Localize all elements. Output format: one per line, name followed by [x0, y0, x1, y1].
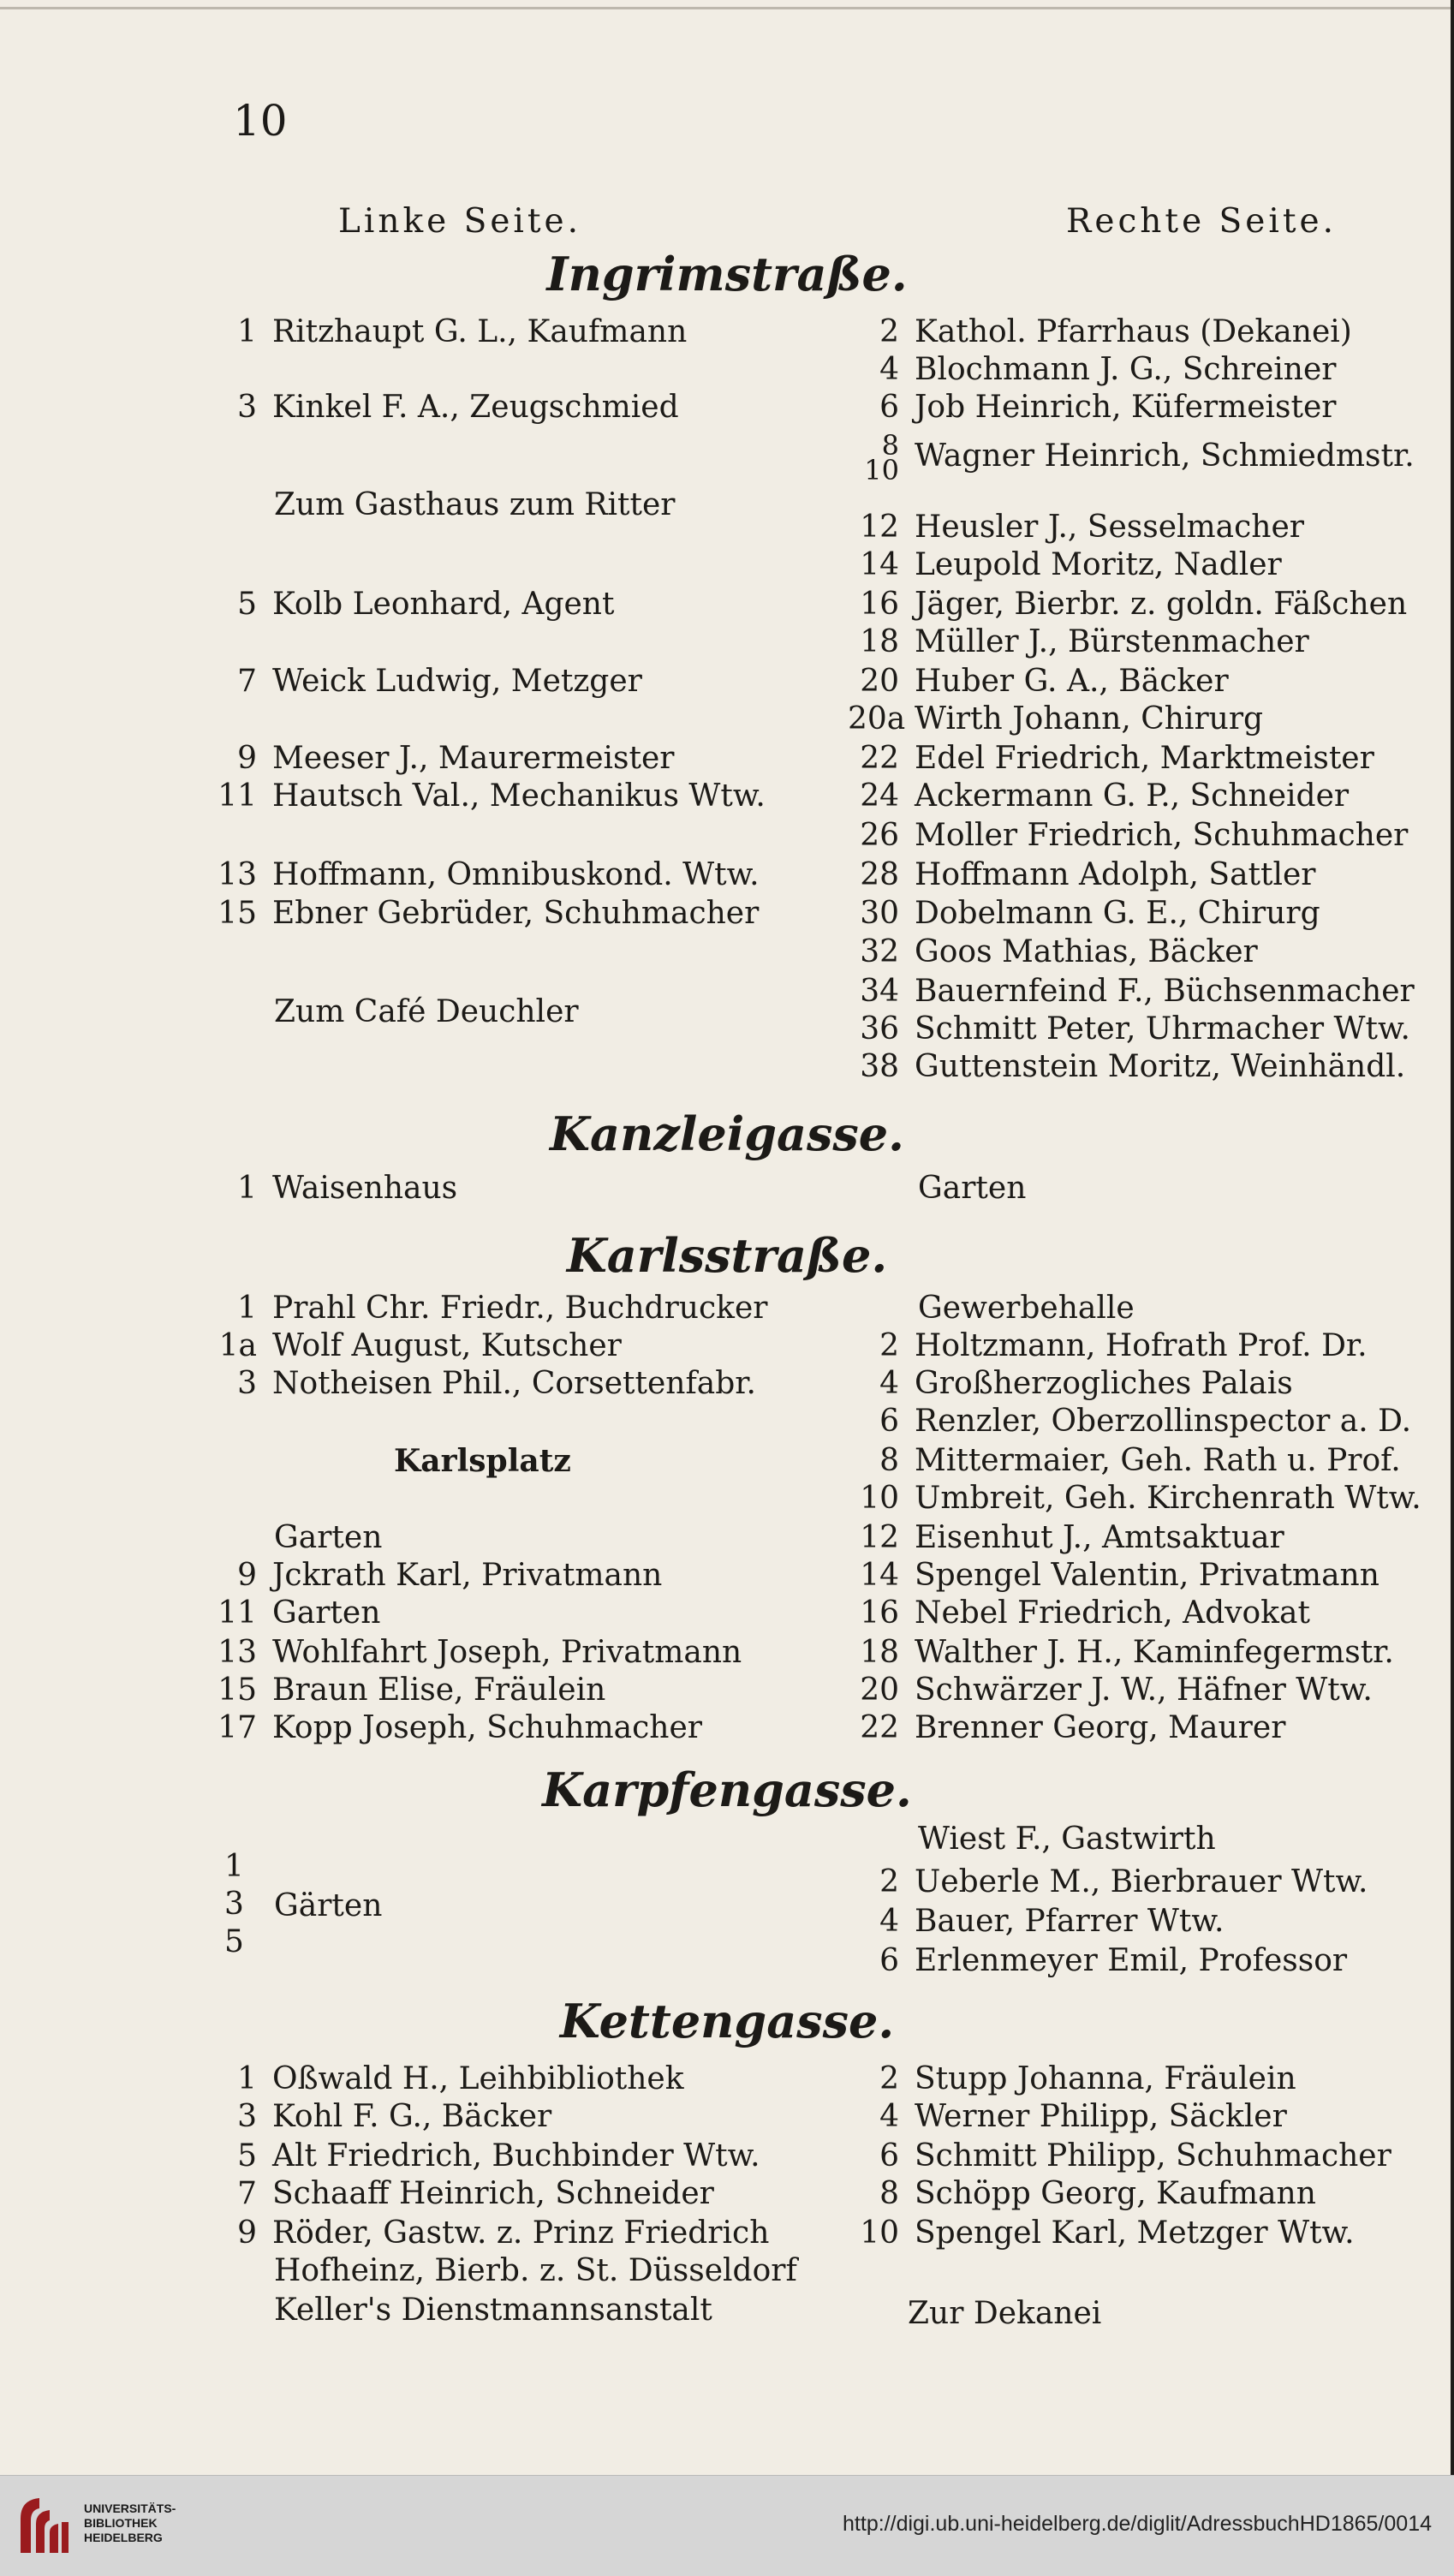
house-number: 22: [860, 741, 899, 776]
resident: Mittermaier, Geh. Rath u. Prof.: [915, 1443, 1401, 1478]
list-item: [848, 352, 1337, 387]
list-item: [848, 1906, 1224, 1937]
list-item: [848, 624, 1309, 659]
house-number: 11: [218, 778, 257, 814]
list-item: [848, 820, 1408, 851]
resident: Notheisen Phil., Corsettenfabr.: [272, 1366, 756, 1401]
house-number: 26: [860, 818, 899, 853]
list-item: [848, 1483, 1421, 1514]
list-item: [216, 589, 614, 620]
resident: Garten: [274, 1520, 383, 1555]
resident: Jckrath Karl, Privatmann: [272, 1558, 663, 1593]
resident: Stupp Johanna, Fräulein: [915, 2061, 1296, 2096]
list-item: [918, 1824, 1216, 1855]
resident: Wohlfahrt Joseph, Privatmann: [272, 1635, 742, 1670]
house-number: 16: [860, 587, 899, 622]
list-item: [216, 1675, 605, 1706]
house-number: 3: [224, 1886, 244, 1922]
street-heading-kanzleigasse: Kanzleigasse.: [550, 1106, 904, 1161]
house-number: 12: [860, 1520, 899, 1555]
resident: Ebner Gebrüder, Schuhmacher: [272, 896, 760, 931]
list-item: [848, 1011, 1410, 1046]
house-number: 20a: [848, 701, 906, 736]
top-scan-edge: [0, 7, 1454, 9]
resident: Wirth Johann, Chirurg: [915, 701, 1264, 736]
list-item: [216, 1368, 756, 1399]
house-number: 6: [879, 2138, 899, 2174]
list-item: [848, 547, 1282, 582]
list-item: [274, 994, 579, 1029]
list-item: [216, 1595, 381, 1631]
house-number: 3: [237, 2099, 257, 2134]
resident: Garten: [918, 1171, 1027, 1206]
house-number: 14: [860, 1558, 899, 1593]
house-number: 1: [224, 1849, 244, 1884]
list-item: [216, 1293, 767, 1324]
resident: Ritzhaupt G. L., Kaufmann: [272, 314, 688, 349]
resident: Moller Friedrich, Schuhmacher: [915, 818, 1409, 853]
resident: Oßwald H., Leihbibliothek: [272, 2061, 684, 2096]
resident: Schwärzer J. W., Häfner Wtw.: [915, 1673, 1373, 1708]
resident: Kohl F. G., Bäcker: [272, 2099, 552, 2134]
list-item: [848, 1864, 1368, 1899]
list-item: [216, 1710, 702, 1745]
list-item: [216, 2176, 714, 2211]
street-heading-karpfengasse: Karpfengasse.: [542, 1762, 912, 1817]
house-number: 3: [237, 1366, 257, 1401]
house-number: 5: [237, 587, 257, 622]
resident: Zum Café Deuchler: [274, 994, 579, 1029]
resident: Blochmann J. G., Schreiner: [915, 352, 1337, 387]
list-item: [848, 1560, 1380, 1591]
resident: Röder, Gastw. z. Prinz Friedrich: [272, 2215, 770, 2251]
house-number: 20: [860, 664, 899, 699]
house-number: 17: [218, 1710, 257, 1745]
house-number: 34: [860, 974, 899, 1009]
resident: Wiest F., Gastwirth: [918, 1822, 1216, 1857]
house-number: 8: [879, 2176, 899, 2211]
house-number: 24: [860, 778, 899, 814]
list-item: [216, 857, 760, 892]
resident: Kathol. Pfarrhaus (Dekanei): [915, 314, 1352, 349]
house-number: 1: [237, 1291, 257, 1326]
house-number: 2: [879, 314, 899, 349]
house-number: 4: [879, 1904, 899, 1939]
resident: Zur Dekanei: [908, 2296, 1102, 2331]
list-item: [274, 487, 676, 522]
house-number: 32: [860, 934, 899, 969]
list-item: [918, 1293, 1135, 1324]
resident: Großherzogliches Palais: [915, 1366, 1293, 1401]
resident: Holtzmann, Hofrath Prof. Dr.: [915, 1328, 1368, 1363]
house-number: 9: [237, 1558, 257, 1593]
resident: Walther J. H., Kaminfegermstr.: [915, 1635, 1394, 1670]
resident: Bauer, Pfarrer Wtw.: [915, 1904, 1225, 1939]
house-number: 1: [237, 1171, 257, 1206]
list-item: [216, 1637, 742, 1668]
street-heading-kettengasse: Kettengasse.: [559, 1994, 895, 2048]
house-number: 7: [237, 2176, 257, 2211]
resident: Wolf August, Kutscher: [272, 1328, 622, 1363]
house-number: 36: [860, 1011, 899, 1046]
house-number: 5: [237, 2138, 257, 2174]
resident: Ackermann G. P., Schneider: [915, 778, 1350, 814]
house-number: 5: [224, 1923, 244, 1959]
resident: Zum Gasthaus zum Ritter: [274, 487, 676, 522]
house-number-list: [224, 1848, 244, 1961]
resident: Braun Elise, Fräulein: [272, 1673, 606, 1708]
list-item: [848, 857, 1316, 892]
house-number: 4: [879, 352, 899, 387]
resident: Hofheinz, Bierb. z. St. Düsseldorf: [274, 2253, 797, 2288]
house-number: 6: [879, 1404, 899, 1439]
list-item: [848, 429, 1415, 486]
resident: Hoffmann Adolph, Sattler: [915, 857, 1316, 892]
resident: Job Heinrich, Küfermeister: [915, 390, 1337, 425]
list-item: [848, 778, 1350, 814]
library-name: [84, 2501, 176, 2545]
list-item: [848, 666, 1229, 697]
list-item: [848, 2215, 1355, 2251]
resident: Waisenhaus: [272, 1171, 458, 1206]
resident: Wagner Heinrich, Schmiedmstr.: [915, 438, 1415, 474]
right-side-heading: Rechte Seite.: [1066, 202, 1337, 241]
list-item: [274, 1520, 383, 1555]
list-item: [216, 2215, 770, 2251]
left-side-heading: Linke Seite.: [338, 202, 582, 241]
house-number: 13: [218, 1635, 257, 1670]
list-item: [848, 1637, 1394, 1668]
list-item: [848, 1368, 1293, 1399]
list-item: [848, 512, 1304, 543]
list-item: [848, 2099, 1287, 2134]
house-number: 11: [218, 1595, 257, 1631]
street-heading-karlsstrasse: Karlsstraße.: [566, 1228, 888, 1283]
resident: Leupold Moritz, Nadler: [915, 547, 1282, 582]
resident: Prahl Chr. Friedr., Buchdrucker: [272, 1291, 768, 1326]
resident: Schmitt Peter, Uhrmacher Wtw.: [915, 1011, 1410, 1046]
library-footer: [0, 2475, 1454, 2576]
page-number: 10: [233, 96, 288, 146]
resident: Weick Ludwig, Metzger: [272, 664, 642, 699]
list-item: [216, 2061, 684, 2096]
house-number: 6: [879, 1943, 899, 1978]
house-number: 13: [218, 857, 257, 892]
resident: Garten: [272, 1595, 381, 1631]
house-number: 22: [860, 1710, 899, 1745]
house-number: 28: [860, 857, 899, 892]
house-number: 7: [237, 664, 257, 699]
list-item: [848, 314, 1352, 349]
list-item: [848, 2061, 1296, 2096]
university-library-logo-icon: [15, 2493, 75, 2558]
list-item: [216, 1173, 457, 1204]
list-item: [848, 1520, 1284, 1555]
list-item: [848, 1675, 1373, 1706]
house-number: 18: [860, 1635, 899, 1670]
resident: Gärten: [274, 1888, 383, 1923]
list-item: [848, 898, 1320, 929]
resident: Brenner Georg, Maurer: [915, 1710, 1286, 1745]
resident: Renzler, Oberzollinspector a. D.: [915, 1404, 1412, 1439]
resident: Eisenhut J., Amtsaktuar: [915, 1520, 1284, 1555]
house-number: 4: [879, 2099, 899, 2134]
list-item: [216, 898, 759, 929]
resident: Guttenstein Moritz, Weinhändl.: [915, 1049, 1406, 1084]
list-item: [216, 743, 675, 774]
house-number: 1: [237, 314, 257, 349]
resident: Ueberle M., Bierbrauer Wtw.: [915, 1864, 1368, 1899]
resident: Kinkel F. A., Zeugschmied: [272, 390, 679, 425]
resident: Erlenmeyer Emil, Professor: [915, 1943, 1348, 1978]
list-item: [216, 1328, 622, 1363]
resident: Edel Friedrich, Marktmeister: [915, 741, 1374, 776]
list-item: [848, 976, 1415, 1007]
house-number: 9: [237, 2215, 257, 2251]
list-item: [216, 314, 688, 349]
house-number: 2: [879, 1864, 899, 1899]
resident: Huber G. A., Bäcker: [915, 664, 1229, 699]
list-item: [848, 2138, 1391, 2174]
house-number: 20: [860, 1673, 899, 1708]
list-item: [848, 1943, 1348, 1978]
library-name-line: HEIDELBERG: [84, 2531, 163, 2544]
list-item: [274, 2295, 712, 2326]
house-number: 10: [860, 2215, 899, 2251]
house-number: 8: [879, 1443, 899, 1478]
house-number: 10: [860, 1481, 899, 1516]
house-number: 1a: [218, 1328, 257, 1363]
list-item: [848, 1595, 1310, 1631]
house-number: 10: [864, 453, 899, 486]
list-item: [848, 1328, 1368, 1363]
resident: Werner Philipp, Säckler: [915, 2099, 1287, 2134]
library-name-line: BIBLIOTHEK: [84, 2516, 158, 2530]
resident: Hautsch Val., Mechanikus Wtw.: [272, 778, 766, 814]
list-item: [848, 1710, 1286, 1745]
resident: Gewerbehalle: [918, 1291, 1135, 1326]
list-item: [848, 1443, 1401, 1478]
list-item: [848, 2176, 1316, 2211]
list-item: [908, 2296, 1102, 2331]
house-number: 2: [879, 2061, 899, 2096]
resident: Kolb Leonhard, Agent: [272, 587, 615, 622]
house-number: 15: [218, 896, 257, 931]
resident: Goos Mathias, Bäcker: [915, 934, 1258, 969]
house-number-range: [848, 429, 899, 486]
street-heading-ingrimstrasse: Ingrimstraße.: [546, 247, 908, 301]
house-number: 3: [237, 390, 257, 425]
list-item: [848, 589, 1407, 620]
resident: Nebel Friedrich, Advokat: [915, 1595, 1310, 1631]
list-item: [216, 778, 766, 814]
resident: Karlsplatz: [394, 1443, 571, 1479]
list-item: [848, 1049, 1406, 1084]
library-name-line: UNIVERSITÄTS-: [84, 2501, 176, 2515]
resident: Dobelmann G. E., Chirurg: [915, 896, 1320, 931]
house-number: 16: [860, 1595, 899, 1631]
house-number: 2: [879, 1328, 899, 1363]
house-number: 1: [237, 2061, 257, 2096]
list-item: [216, 2138, 760, 2174]
resident: Spengel Karl, Metzger Wtw.: [915, 2215, 1355, 2251]
list-item: [216, 392, 679, 423]
resident: Umbreit, Geh. Kirchenrath Wtw.: [915, 1481, 1421, 1516]
list-item: [274, 1888, 383, 1923]
resident: Müller J., Bürstenmacher: [915, 624, 1309, 659]
list-item: [216, 2099, 552, 2134]
source-url-link[interactable]: http://digi.ub.uni-heidelberg.de/diglit/AdressbuchHD1865/0014: [843, 2512, 1432, 2536]
resident: Meeser J., Maurermeister: [272, 741, 675, 776]
resident: Schmitt Philipp, Schuhmacher: [915, 2138, 1391, 2174]
house-number: 6: [879, 390, 899, 425]
list-item: [216, 1560, 662, 1591]
house-number: 8: [881, 429, 899, 462]
house-number: 4: [879, 1366, 899, 1401]
house-number: 9: [237, 741, 257, 776]
resident: Jäger, Bierbr. z. goldn. Fäßchen: [915, 587, 1408, 622]
list-item: [394, 1443, 571, 1479]
resident: Alt Friedrich, Buchbinder Wtw.: [272, 2138, 760, 2174]
house-number: 15: [218, 1673, 257, 1708]
resident: Bauernfeind F., Büchsenmacher: [915, 974, 1415, 1009]
resident: Hoffmann, Omnibuskond. Wtw.: [272, 857, 760, 892]
house-number: 30: [860, 896, 899, 931]
list-item: [848, 392, 1337, 423]
list-item: [848, 1406, 1411, 1437]
list-item: [848, 934, 1258, 969]
list-item: [216, 666, 642, 697]
house-number: 14: [860, 547, 899, 582]
resident: Schöpp Georg, Kaufmann: [915, 2176, 1316, 2211]
list-item: [274, 2253, 797, 2288]
list-item: [918, 1173, 1026, 1204]
house-number: 18: [860, 624, 899, 659]
resident: Spengel Valentin, Privatmann: [915, 1558, 1380, 1593]
list-item: [848, 701, 1264, 736]
resident: Heusler J., Sesselmacher: [915, 510, 1304, 545]
resident: Schaaff Heinrich, Schneider: [272, 2176, 714, 2211]
list-item: [848, 743, 1374, 774]
resident: Kopp Joseph, Schuhmacher: [272, 1710, 702, 1745]
house-number: 38: [860, 1049, 899, 1084]
house-number: 12: [860, 510, 899, 545]
resident: Keller's Dienstmannsanstalt: [274, 2293, 712, 2328]
